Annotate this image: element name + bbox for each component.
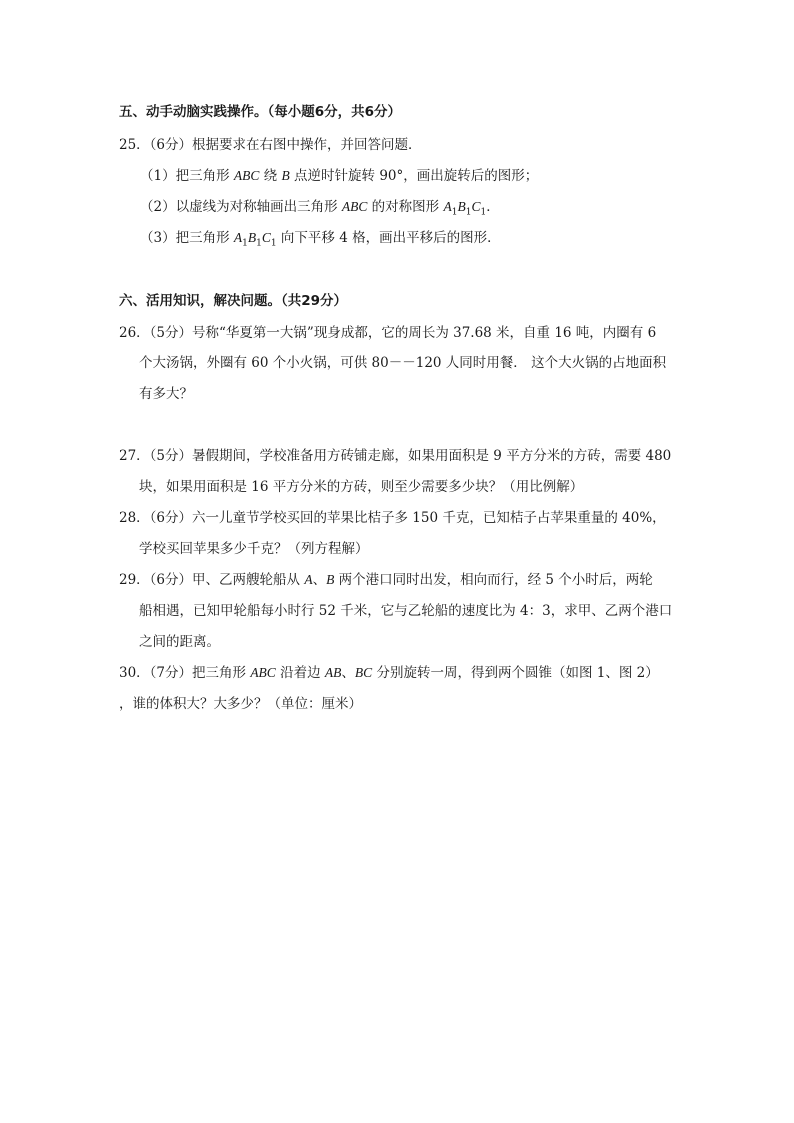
q25-part3-sub-3: 1 bbox=[270, 238, 277, 249]
question-27-line-2: 块，如果用面积是 16 平方分米的方砖，则至少需要多少块？（用比例解） bbox=[139, 479, 584, 495]
q30-text-a: 30．（7分）把三角形 bbox=[119, 665, 251, 681]
q25-part1-text-b: 绕 bbox=[259, 168, 282, 184]
q30-text-b: 沿着边 bbox=[275, 665, 325, 681]
q25-part2-triangle: ABC bbox=[341, 199, 368, 214]
question-30-line-2: ，谁的体积大？大多少？（单位：厘米） bbox=[119, 696, 362, 712]
section-6-heading: 六、活用知识，解决问题。（共29分） bbox=[119, 293, 348, 309]
question-25-part-3 bbox=[140, 229, 501, 253]
q30-separator: 、 bbox=[341, 665, 355, 681]
q25-part3-c: C bbox=[261, 230, 271, 245]
q25-part2-sub-3: 1 bbox=[480, 207, 487, 218]
question-26-line-1: 26．（5分）号称“华夏第一大锅”现身成都，它的周长为 37.68 米，自重 16 吨，内圈有 6 bbox=[119, 325, 657, 341]
q25-part2-b: B bbox=[457, 199, 466, 214]
q25-part2-a: A bbox=[443, 199, 452, 214]
q25-part1-text-a: （1）把三角形 bbox=[140, 168, 234, 184]
q25-part2-c: C bbox=[471, 199, 481, 214]
q25-part3-sub-2: 1 bbox=[256, 238, 262, 249]
q25-part1-text-c: 点逆时针旋转 90°，画出旋转后的图形； bbox=[289, 168, 539, 184]
q25-part2-text-b: 的对称图形 bbox=[367, 199, 444, 215]
question-25-stem: 25．（6分）根据要求在右图中操作，并回答问题． bbox=[119, 137, 422, 153]
q29-text-a: 29．（6分）甲、乙两艘轮船从 bbox=[119, 572, 305, 588]
q29-separator: 、 bbox=[312, 572, 327, 588]
q29-port-b: B bbox=[326, 572, 335, 587]
q25-part1-triangle: ABC bbox=[233, 168, 260, 183]
q25-part2-text-a: （2）以虚线为对称轴画出三角形 bbox=[140, 199, 342, 215]
q25-part3-a: A bbox=[233, 230, 243, 245]
q25-part2-sub-2: 1 bbox=[465, 207, 472, 218]
q25-part3-text-a: （3）把三角形 bbox=[140, 230, 234, 246]
q30-text-c: 分别旋转一周，得到两个圆锥（如图 1、图 2） bbox=[372, 665, 659, 681]
question-29-line-1 bbox=[119, 571, 653, 589]
q25-part3-b: B bbox=[247, 230, 257, 245]
q25-part2-sub-1: 1 bbox=[451, 207, 458, 218]
question-28-line-1: 28．（6分）六一儿童节学校买回的苹果比桔子多 150 千克，已知桔子占苹果重量的 40%， bbox=[119, 510, 666, 526]
question-25-part-2 bbox=[140, 198, 500, 222]
q29-text-b: 两个港口同时出发，相向而行，经 5 个小时后，两轮 bbox=[334, 572, 653, 588]
question-26-line-3: 有多大？ bbox=[139, 386, 193, 402]
question-27-line-1: 27．（5分）暑假期间，学校准备用方砖铺走廊，如果用面积是 9 平方分米的方砖，需要 480 bbox=[119, 448, 672, 464]
question-29-line-3: 之间的距离。 bbox=[139, 634, 220, 650]
question-29-line-2: 船相遇，已知甲轮船每小时行 52 千米，它与乙轮船的速度比为 4：3，求甲、乙两个港口 bbox=[139, 603, 673, 619]
q29-port-a: A bbox=[304, 572, 313, 587]
q25-part3-sub-1: 1 bbox=[242, 238, 248, 249]
question-26-line-2: 个大汤锅，外圈有 60 个小火锅，可供 80－－120 人同时用餐． 这个大火锅的占地面积 bbox=[139, 355, 667, 371]
question-30-line-1 bbox=[119, 664, 659, 682]
q30-edge-bc: BC bbox=[354, 665, 373, 680]
q25-part2-end: ． bbox=[486, 199, 500, 215]
q30-edge-ab: AB bbox=[324, 665, 342, 680]
question-25-part-1 bbox=[140, 167, 538, 185]
question-28-line-2: 学校买回苹果多少千克？（列方程解） bbox=[139, 541, 369, 557]
q30-triangle: ABC bbox=[250, 665, 276, 680]
q25-part1-point-b: B bbox=[281, 168, 290, 183]
q25-part3-text-b: 向下平移 4 格，画出平移后的图形． bbox=[276, 230, 501, 246]
section-5-heading: 五、动手动脑实践操作。（每小题6分，共6分） bbox=[119, 104, 402, 120]
